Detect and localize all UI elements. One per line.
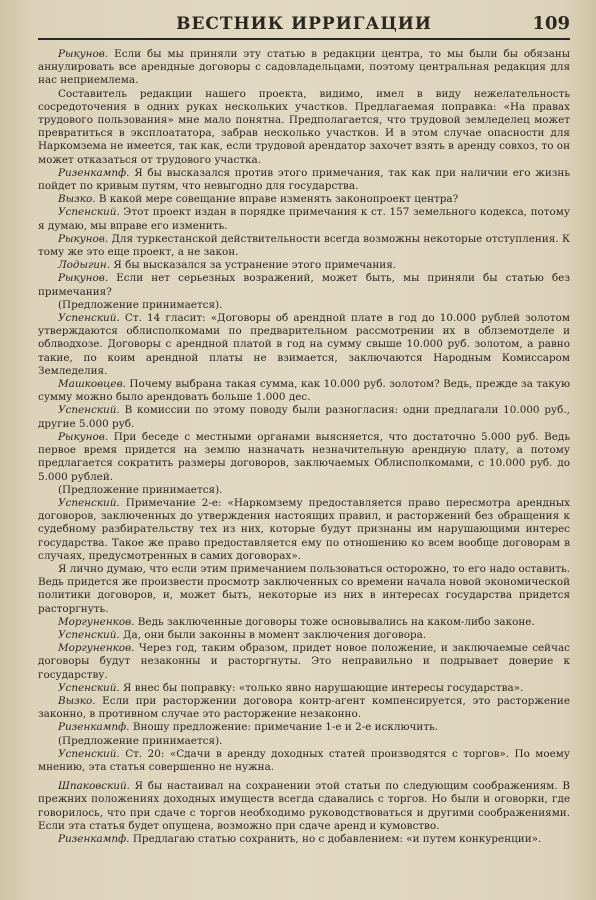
- paragraph: [38, 563, 570, 616]
- speaker-name: Шпаковский.: [58, 780, 130, 793]
- paragraph: [38, 167, 570, 193]
- paragraph-text: Я бы высказался против этого примечания, так как при наличии его жизнь пойдет по кривым путям, что невыгодно для государства.: [38, 166, 571, 193]
- speaker-name: Лодыгин.: [58, 259, 111, 272]
- paragraph: [38, 616, 570, 629]
- paragraph: [38, 833, 570, 846]
- paragraph: [38, 431, 570, 484]
- paragraph-text: Через год, таким образом, придет новое положение, и заключаемые сейчас договоры будут незаконны и расторгнуты. Это неправильно и подрывает доверие к государству.: [38, 642, 570, 681]
- paragraph: [38, 682, 570, 695]
- speaker-name: Ризенкампф.: [58, 166, 130, 179]
- paragraph-text: Если бы мы приняли эту статью в редакции центра, то мы были бы обязаны аннулировать все арендные договоры с садовладельцами, поэтому центральная редакция для нас неприемлема.: [38, 48, 570, 87]
- paragraph: [38, 206, 570, 232]
- speaker-name: Рыкунов.: [58, 48, 109, 60]
- paragraph-text: Вношу предложение: примечание 1-е и 2-е исключить.: [132, 721, 439, 734]
- paragraph: [38, 48, 570, 88]
- paragraph-text: Ведь заключенные договоры тоже основывались на каком-либо законе.: [137, 615, 535, 628]
- paragraph: [38, 735, 570, 748]
- paragraph-text: (Предложение принимается).: [58, 298, 223, 311]
- paragraph: [38, 642, 570, 682]
- paragraph-text: Для туркестанской действительности всегда возможны некоторые отступления. К тому же это еще проект, а не закон.: [38, 232, 571, 259]
- paragraph-text: Я внес бы поправку: «только явно нарушающие интересы государства».: [123, 681, 524, 694]
- speaker-name: Вызко.: [58, 193, 96, 206]
- speaker-name: Успенский.: [58, 206, 120, 219]
- paragraph-text: Ст. 20: «Сдачи в аренду доходных статей производятся с торгов». По моему мнению, эта статья совершенно не нужна.: [38, 747, 570, 773]
- paragraph-text: Составитель редакции нашего проекта, видимо, имел в виду нежелательность сосредоточения в одних руках нескольких участков. Предлагаемая поправка: «На правах трудового пользования» мне мало понятна. Предполагается, что трудовой земледелец может превратиться в эксплоататора, забрав несколько участков. И в этом случае опасности для Наркомзема не имеется, так как, если трудовой арендатор захочет взять в аренду совхоз, то он может отказаться от трудового участка.: [38, 87, 570, 166]
- paragraph: [38, 312, 570, 378]
- paragraph: [38, 484, 570, 497]
- paragraph-text: (Предложение принимается).: [58, 483, 223, 496]
- paragraph: [38, 748, 570, 774]
- paragraph-text: Если при расторжении договора контр-агент компенсируется, это расторжение законно, в противном случае это расторжение незаконно.: [38, 694, 570, 721]
- paragraph: [38, 780, 570, 833]
- paragraph: [38, 721, 570, 734]
- paragraph: [38, 233, 570, 259]
- speaker-name: Моргуненков.: [58, 642, 135, 655]
- paragraph-text: Я бы настаивал на сохранении этой статьи по следующим соображениям. В прежних положениях доходных имуществ всегда сдавались с торгов. Но были и оговорки, где говорилось, что при сдаче с торгов необходимо руководствоваться и другими соображениями. Если эта статья будет опущена, возможно при сдаче аренд и кумовство.: [38, 780, 570, 832]
- speaker-name: Машковцев.: [58, 378, 126, 391]
- paragraph: [38, 497, 570, 563]
- paragraph: [38, 259, 570, 272]
- speaker-name: Успенский.: [58, 496, 120, 509]
- paragraph-text: Предлагаю статью сохранить, но с добавлением: «и путем конкуренции».: [132, 832, 542, 845]
- speaker-name: Ризенкампф.: [58, 832, 130, 845]
- running-title: ВЕСТНИК ИРРИГАЦИИ: [176, 14, 432, 34]
- paragraph-text: Этот проект издан в порядке примечания к ст. 157 земельного кодекса, потому я думаю, мы вправе его изменить.: [38, 206, 570, 232]
- speaker-name: Рыкунов.: [58, 232, 109, 245]
- paragraph-text: Почему выбрана такая сумма, как 10.000 руб. золотом? Ведь, прежде за такую сумму можно было арендовать больше 1.000 дес.: [38, 378, 570, 404]
- paragraph-text: Если нет серьезных возражений, может быть, мы приняли бы статью без примечания?: [38, 272, 570, 298]
- paragraph: [38, 193, 570, 206]
- speaker-name: Рыкунов.: [58, 430, 109, 443]
- paragraph-text: В комиссии по этому поводу были разногласия: одни предлагали 10.000 руб., другие 5.000 руб.: [38, 404, 570, 430]
- speaker-name: Вызко.: [58, 694, 96, 707]
- paragraph: [38, 404, 570, 430]
- paragraph: [38, 378, 570, 404]
- paragraph-text: В какой мере совещание вправе изменять законопроект центра?: [98, 193, 459, 206]
- paragraph-text: При беседе с местными органами выясняется, что достаточно 5.000 руб. Ведь первое время придется на землю назначать незначительную арендную плату, а потому предлагается сократить размеры договоров, заключаемых Облисполкомами, с 10.000 руб. до 5.000 рублей.: [38, 430, 570, 483]
- speaker-name: Успенский.: [58, 681, 120, 694]
- paragraph: [38, 695, 570, 721]
- paragraph-text: Да, они были законны в момент заключения договора.: [123, 628, 427, 641]
- page-number: 109: [532, 13, 570, 34]
- speaker-name: Рыкунов.: [58, 272, 109, 285]
- paragraph-text: Я бы высказался за устранение этого примечания.: [113, 259, 397, 272]
- paragraph-text: Ст. 14 гласит: «Договоры об арендной плате в год до 10.000 рублей золотом утверждаются облисполкомами по предварительном рассмотрении их в облземотделе и облводхозе. Договоры с арендной платой в год на сумму свыше 10.000 руб. золотом, а равно такие, по коим арендной платы не взимается, заключаются Народным Комиссаром Земледелия.: [38, 312, 570, 377]
- paragraph: [38, 272, 570, 298]
- paragraph: [38, 629, 570, 642]
- paragraph-text: (Предложение принимается).: [58, 734, 223, 747]
- speaker-name: Успенский.: [58, 747, 120, 760]
- paragraph: [38, 299, 570, 312]
- paragraph-text: Примечание 2-е: «Наркомзему предоставляется право пересмотра арендных договоров, заключенных до утверждения настоящих правил, и расторжений без обращения к судебному разбирательству тех из них, которые будут признаны им нарушающими интерес государства. Такое же право предоставляется ему по отношению ко всем вообще договорам в случаях, предусмотренных в самих договорах».: [38, 496, 570, 562]
- speaker-name: Ризенкампф.: [58, 721, 130, 734]
- speaker-name: Успенский.: [58, 628, 120, 641]
- page-header: [38, 10, 570, 40]
- speaker-name: Успенский.: [58, 404, 120, 417]
- speaker-name: Успенский.: [58, 312, 120, 325]
- paragraph-text: Я лично думаю, что если этим примечанием пользоваться осторожно, то его надо оставить. Ведь придется же произвести просмотр заключенных со времени начала новой экономической политики договоров, и, может быть, некоторые из них в интересах государства придется расторгнуть.: [38, 562, 570, 615]
- speaker-name: Моргуненков.: [58, 615, 135, 628]
- transcript-body: [38, 48, 570, 846]
- paragraph: [38, 88, 570, 167]
